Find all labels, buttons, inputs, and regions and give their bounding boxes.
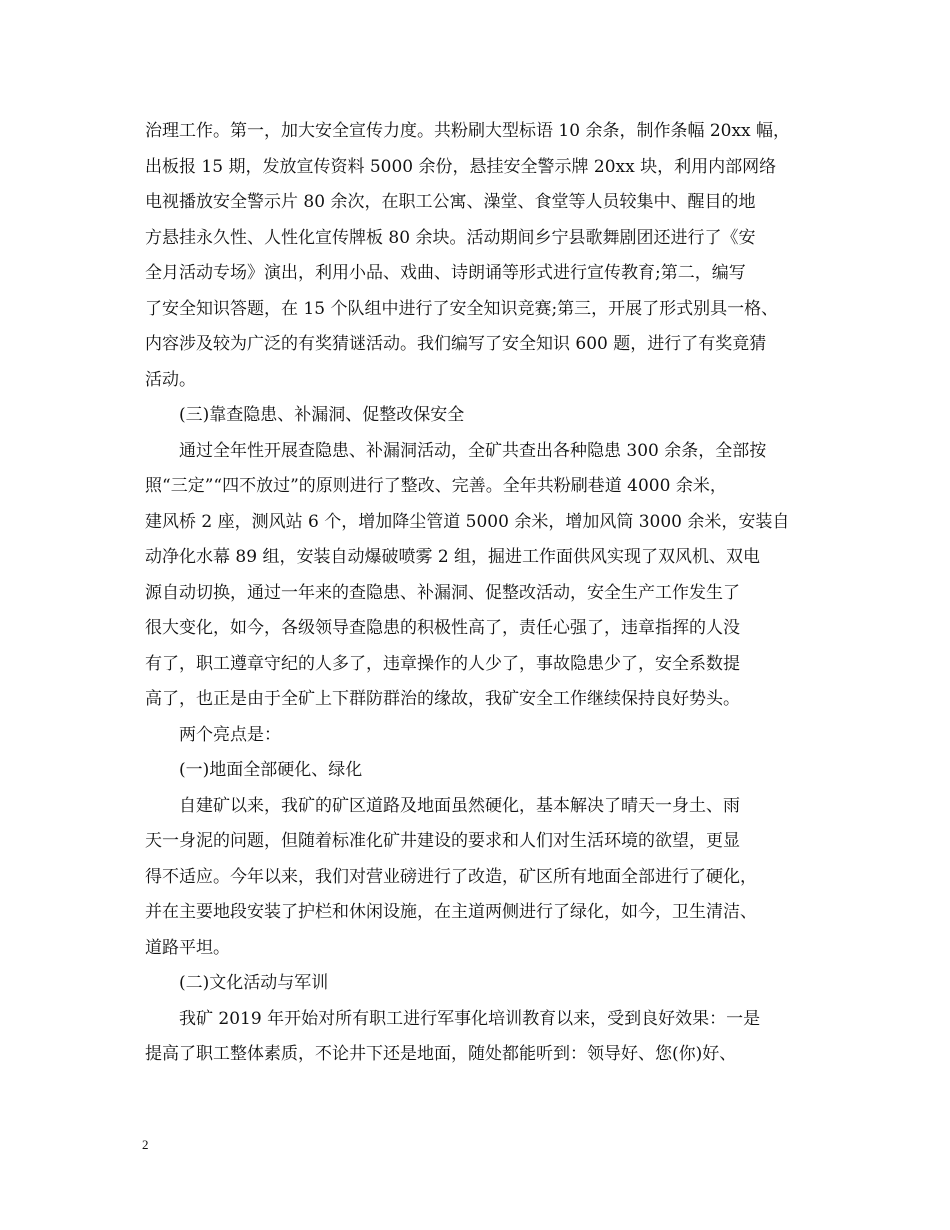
- text-line: 有了，职工遵章守纪的人多了，违章操作的人少了，事故隐患少了，安全系数提: [145, 653, 740, 674]
- text-line: 出板报 15 期，发放宣传资料 5000 余份，悬挂安全警示牌 20xx 块，利用内部网络: [145, 156, 777, 177]
- text-line: 提高了职工整体素质，不论井下还是地面，随处都能听到：领导好、您(你)好、: [145, 1044, 737, 1064]
- text-line: (三)靠查隐患、补漏洞、促整改保安全: [179, 405, 465, 425]
- body-text: [145, 114, 825, 1073]
- text-line: 高了，也正是由于全矿上下群防群治的缘故，我矿安全工作继续保持良好势头。: [145, 689, 740, 709]
- text-line: 很大变化，如今，各级领导查隐患的积极性高了，责任心强了，违章指挥的人没: [145, 618, 740, 638]
- text-line: 全月活动专场》演出，利用小品、戏曲、诗朗诵等形式进行宣传教育;第二，编写: [145, 263, 746, 283]
- text-line: 得不适应。今年以来，我们对营业磅进行了改造，矿区所有地面全部进行了硬化，: [145, 866, 757, 887]
- text-line: 道路平坦。: [145, 937, 230, 958]
- text-line: 通过全年性开展查隐患、补漏洞活动，全矿共查出各种隐患 300 余条，全部按: [179, 440, 767, 461]
- text-line: 建风桥 2 座，测风站 6 个，增加降尘管道 5000 余米，增加风筒 3000 余米，安装自: [145, 511, 790, 532]
- text-line: 治理工作。第一，加大安全宣传力度。共粉刷大型标语 10 余条，制作条幅 20xx 幅，: [145, 121, 791, 141]
- text-line: 照“三定”“四不放过”的原则进行了整改、完善。全年共粉刷巷道 4000 余米，: [145, 476, 727, 496]
- text-line: 自建矿以来，我矿的矿区道路及地面虽然硬化，基本解决了晴天一身土、雨: [179, 795, 740, 816]
- text-line: 我矿 2019 年开始对所有职工进行军事化培训教育以来，受到良好效果：一是: [179, 1008, 761, 1029]
- text-line: (一)地面全部硬化、绿化: [179, 760, 363, 780]
- text-line: 活动。: [145, 369, 196, 390]
- text-line: 源自动切换，通过一年来的查隐患、补漏洞、促整改活动，安全生产工作发生了: [145, 582, 740, 603]
- text-line: 了安全知识答题，在 15 个队组中进行了安全知识竞赛;第三，开展了形式别具一格、: [145, 298, 779, 319]
- text-line: 动净化水幕 89 组，安装自动爆破喷雾 2 组，掘进工作面供风实现了双风机、双电: [145, 547, 761, 567]
- text-line: 并在主要地段安装了护栏和休闲设施，在主道两侧进行了绿化，如今，卫生清洁、: [145, 902, 757, 922]
- text-line: 方悬挂永久性、人性化宣传牌板 80 余块。活动期间乡宁县歌舞剧团还进行了《安: [145, 227, 756, 248]
- page-number: 2: [142, 1137, 149, 1152]
- text-line: 两个亮点是：: [179, 724, 281, 745]
- text-line: 电视播放安全警示片 80 余次，在职工公寓、澡堂、食堂等人员较集中、醒目的地: [145, 192, 756, 212]
- text-line: (二)文化活动与军训: [179, 973, 329, 993]
- text-line: 内容涉及较为广泛的有奖猜谜活动。我们编写了安全知识 600 题，进行了有奖竟猜: [145, 334, 767, 354]
- text-line: 天一身泥的问题，但随着标准化矿井建设的要求和人们对生活环境的欲望，更显: [145, 831, 740, 851]
